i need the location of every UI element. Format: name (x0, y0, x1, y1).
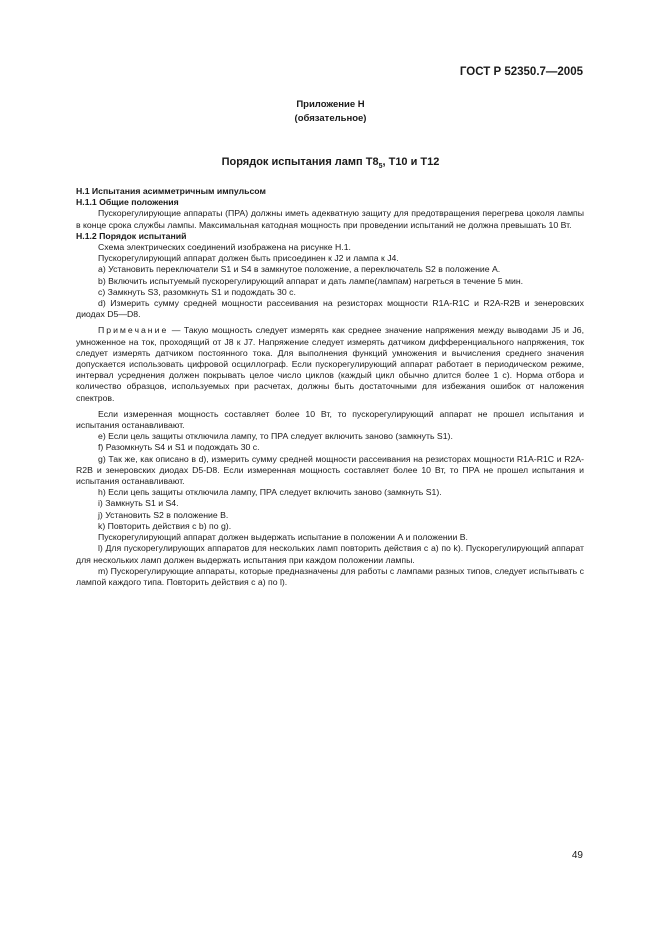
document-code: ГОСТ Р 52350.7—2005 (459, 66, 583, 78)
subsection-heading: Н.1.1 Общие положения (76, 197, 179, 208)
title-main: Порядок испытания ламп Т8 (221, 156, 379, 168)
step-item: b) Включить испытуемый пускорегулирующий аппарат и дать лампе(лампам) нагреться в течение 5 мин. (98, 275, 524, 286)
step-item: g) Так же, как описано в d), измерить сумму средней мощности рассеивания на резисторах мощности R1A-R1C и R2A-R2B и зенеровских диодах D5-D8. Если измеренная мощность составляет более 10 Вт, то ПРА не прошел испытания и испытания останавливают. (76, 453, 584, 487)
step-item: f) Разомкнуть S4 и S1 и подождать 30 с. (98, 442, 260, 453)
section-heading: Н.1 Испытания асимметричным импульсом (76, 186, 266, 196)
note-label: Примечание (98, 325, 169, 336)
step-item: h) Если цепь защиты отключила лампу, ПРА следует включить заново (замкнуть S1). (98, 487, 442, 498)
page-number: 49 (571, 850, 583, 861)
step-item: l) Для пускорегулирующих аппаратов для нескольких ламп повторить действия с а) по k). Пускорегулирующий аппарат для нескольких ламп должен выдержать испытания при каждом положении лампы. (76, 543, 584, 565)
note-text: — Такую мощность следует измерять как среднее значение напряжения между выводами J5 и J6, умноженное на ток, проходящий от J8 к J7. Напряжение следует измерять датчиком дифференциального напряжения, ток следует измерять датчиком постоянного тока. Для выполнения функций умножения и вычисления среднего значения допускается использовать цифровой осциллограф. Если пускорегулирующий аппарат работает в периодическом режиме, интервал усреднения должен покрывать целое число циклов (каждый цикл обычно длится более 1 с). Норма отбора и количество образцов, используемых при расчетах, должны быть достаточными для избежания ошибок от наложения спектров. (76, 325, 584, 403)
paragraph: Схема электрических соединений изображена на рисунке Н.1. (98, 242, 351, 253)
paragraph: Пускорегулирующие аппараты (ПРА) должны иметь адекватную защиту для предотвращения перегрева цоколя лампы в конце срока службы лампы. Максимальная катодная мощность при проведении испытаний не должна превышать 10 Вт. (76, 208, 584, 230)
title-rest: , Т10 и Т12 (382, 156, 440, 168)
step-item: а) Установить переключатели S1 и S4 в замкнутое положение, а переключатель S2 в положение А. (98, 264, 501, 275)
annex-title: Приложение Н (296, 99, 365, 110)
page-title (0, 156, 661, 170)
document-body (76, 186, 584, 588)
step-item: m) Пускорегулирующие аппараты, которые предназначены для работы с лампами разных типов, следует испытывать с лампой каждого типа. Повторить действия с а) по l). (76, 565, 584, 587)
step-item: d) Измерить сумму средней мощности рассеивания на резисторах мощности R1A-R1C и R2A-R2B и зенеровских диодах D5—D8. (76, 298, 584, 320)
annex-heading (0, 98, 661, 126)
step-item: i) Замкнуть S1 и S4. (98, 498, 179, 509)
step-item: j) Установить S2 в положение В. (98, 509, 229, 520)
paragraph: Если измеренная мощность составляет более 10 Вт, то пускорегулирующий аппарат не прошел испытания и испытания останавливают. (76, 408, 584, 431)
annex-status: (обязательное) (294, 113, 367, 124)
note (76, 325, 584, 403)
subsection-heading: Н.1.2 Порядок испытаний (76, 230, 187, 241)
step-item: с) Замкнуть S3, разомкнуть S1 и подождать 30 с. (98, 286, 296, 297)
paragraph: Пускорегулирующий аппарат должен быть присоединен к J2 и лампа к J4. (98, 253, 399, 264)
step-item: е) Если цель защиты отключила лампу, то ПРА следует включить заново (замкнуть S1). (98, 431, 453, 442)
step-item: k) Повторить действия с b) по g). (98, 520, 232, 531)
paragraph: Пускорегулирующий аппарат должен выдержать испытание в положении А и положении В. (98, 532, 468, 543)
title-subscript: 5 (378, 163, 383, 171)
